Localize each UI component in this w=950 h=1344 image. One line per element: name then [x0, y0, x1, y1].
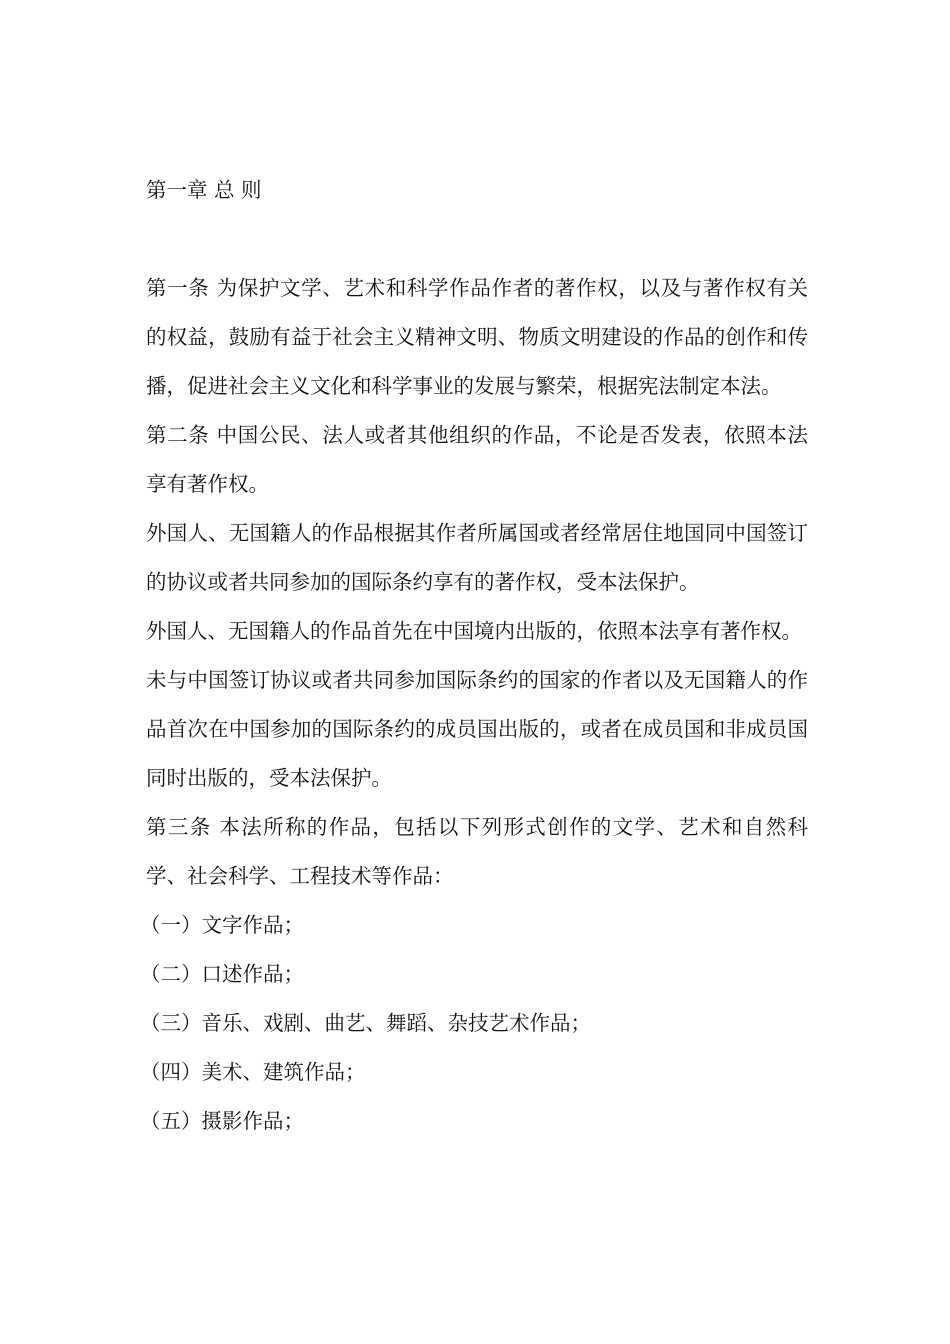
article-2-paragraph-3: 外国人、无国籍人的作品首先在中国境内出版的，依照本法享有著作权。 [146, 619, 802, 643]
document-body [140, 166, 808, 1146]
list-item: （四）美术、建筑作品； [140, 1060, 366, 1084]
article-3: 第三条 本法所称的作品，包括以下列形式创作的文学、艺术和自然科学、社会科学、工程技术等作品： [146, 815, 808, 888]
list-item: （三）音乐、戏剧、曲艺、舞蹈、杂技艺术作品； [140, 1011, 591, 1035]
article-1: 第一条 为保护文学、艺术和科学作品作者的著作权，以及与著作权有关的权益，鼓励有益于社会主义精神文明、物质文明建设的作品的创作和传播，促进社会主义文化和科学事业的发展与繁荣，根据宪法制定本法。 [146, 276, 808, 398]
article-2-paragraph-2: 外国人、无国籍人的作品根据其作者所属国或者经常居住地国同中国签订的协议或者共同参加的国际条约享有的著作权，受本法保护。 [146, 521, 808, 594]
article-2: 第二条 中国公民、法人或者其他组织的作品，不论是否发表，依照本法享有著作权。 [146, 423, 808, 496]
list-item: （五）摄影作品； [140, 1109, 304, 1133]
list-item: （二）口述作品； [140, 962, 304, 986]
chapter-title: 第一章 总 则 [146, 178, 262, 202]
article-2-paragraph-4: 未与中国签订协议或者共同参加国际条约的国家的作者以及无国籍人的作品首次在中国参加的国际条约的成员国出版的，或者在成员国和非成员国同时出版的，受本法保护。 [146, 668, 808, 790]
list-item: （一）文字作品； [140, 913, 304, 937]
